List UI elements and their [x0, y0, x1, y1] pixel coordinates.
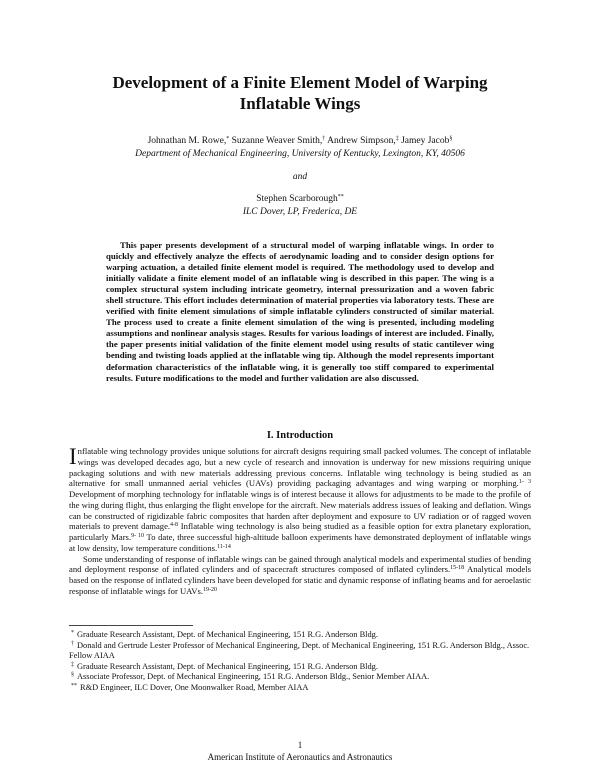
intro-paragraph-1 [69, 446, 531, 554]
affiliation-2: ILC Dover, LP, Frederica, DE [242, 207, 358, 217]
footnote-mark: ** [71, 682, 77, 689]
footnote-text: R&D Engineer, ILC Dover, One Moonwalker Road, Member AIAA [80, 682, 309, 692]
abstract: This paper presents development of a structural model of warping inflatable wings. In order to quickly and effectively analyze the effects of aerodynamic loading and to consider design options for warping actuation, a detailed finite element model is required. The methodology used to develop and initially validate a finite element model of an inflatable wing is described in this paper. The wing is a complex structural system including intricate geometry, internal pressurization and a woven fabric shell structure. This effort includes determination of material properties via laboratory tests. These are verified with finite element simulations of simple inflatable cylinders constructed of similar material. The process used to create a finite element simulation of the wing is presented, including modeling assumptions and nonlinear analysis stages. Results for various loadings of interest are included. Finally, the paper presents initial validation of the finite element model using results of static cantilever wing bending and twisting loads applied at the inflatable wing tip. Although the model represents important deformation characteristics of the inflatable wing, it is generally too stiff compared to experimental results. Future modifications to the model and further validation are also discussed. [106, 240, 494, 383]
footnote [69, 630, 531, 641]
p1-text-b: Development of morphing technology for inflatable wings is of interest because it allows for adjustments to be made to the profile of the wing during flight, thus enlarging the flight envelope for the aircraft. New materials address issues of leaking and deflation. Wings can be constructed of rigidizable fabric composites that harden after deployment and exposure to UV radiation or of ragged woven materials to prevent damage. [69, 489, 531, 532]
author-1-mark: * [226, 136, 230, 142]
citation: 4-8 [170, 522, 179, 529]
citation: 19-20 [202, 586, 217, 593]
author-3-mark: ‡ [395, 136, 399, 142]
p2-text-a: Some understanding of response of inflatable wings can be gained through analytical models and experimental studies of bending and deployment response of inflated cylinders and of spacecraft structures composed of inflated cylinders. [69, 553, 531, 575]
citation: 11-14 [217, 543, 231, 550]
footnote-mark: * [71, 630, 74, 636]
footnote [69, 662, 531, 673]
author-4-mark: § [449, 136, 453, 142]
p2-text-b: Analytical models based on the response of inflated cylinders have been developed for static and dynamic response of inflating beams and for aeroelastic response of inflatable wings for UAVs. [69, 564, 531, 596]
section-heading-introduction: I. Introduction [266, 430, 334, 441]
footnote-text: Donald and Gertrude Lester Professor of Mechanical Engineering, Dept. of Mechanical Engineering, 151 R.G. Anderson Bldg., Assoc. Fellow AIAA [69, 640, 530, 661]
footnote-mark: § [71, 672, 74, 679]
footnote-rule [69, 625, 193, 626]
footnotes [69, 630, 531, 694]
author-5-name: Stephen Scarborough [256, 194, 338, 204]
author-5-mark: ** [337, 194, 344, 200]
page-number: 1 [297, 740, 303, 750]
title-line-2: Inflatable Wings [239, 94, 361, 113]
author-2-mark: † [322, 136, 326, 142]
footnote-mark: ‡ [71, 661, 74, 668]
author-2: Suzanne Weaver Smith, [231, 136, 323, 146]
p1-text-a: nflatable wing technology provides unique solutions for aircraft designs requiring small packed volumes. The concept of inflatable wings was developed decades ago, but a new cycle of research and innovation is underway for new missions requiring unique packaging solutions and with new materials addressing previous concerns. Inflatable wing technology is being studied as an alternative for small unmanned aerial vehicles (UAVs) providing packaging advantages and wing warping or morphing. [69, 446, 531, 489]
author-list [60, 135, 540, 148]
affiliation: Department of Mechanical Engineering, University of Kentucky, Lexington, KY, 40506 [135, 149, 465, 159]
p1-text-c: Inflatable wing technology is also being studied as a feasible option for extra planetary exploration, particularly Mars. [69, 521, 532, 542]
author-3: Andrew Simpson, [327, 136, 396, 146]
citation: 9- 10 [131, 533, 145, 539]
intro-paragraph-2 [69, 554, 531, 597]
footnote-text: Graduate Research Assistant, Dept. of Mechanical Engineering, 151 R.G. Anderson Bldg. [77, 661, 378, 671]
title-line-1: Development of a Finite Element Model of Warping [112, 73, 488, 92]
page-footer: American Institute of Aeronautics and Astronautics [207, 752, 393, 762]
footnote [69, 641, 531, 662]
author-1: Johnathan M. Rowe, [147, 136, 227, 146]
introduction-body [69, 446, 531, 597]
drop-cap: I [69, 444, 77, 469]
footnote [69, 683, 531, 694]
author-separator: and [292, 172, 308, 182]
paper-title [60, 72, 540, 114]
author-5 [60, 194, 540, 204]
citation: 15-18 [450, 565, 465, 572]
p1-text-d: To date, three successful high-altitude balloon experiments have demonstrated deployment of inflatable wings at low density, low temperature conditions. [69, 532, 531, 553]
author-4: Jamey Jacob [401, 136, 450, 146]
footnote-text: Graduate Research Assistant, Dept. of Mechanical Engineering, 151 R.G. Anderson Bldg. [77, 630, 378, 639]
footnote-text: Associate Professor, Dept. of Mechanical Engineering, 151 R.G. Anderson Bldg., Senior Member AIAA. [77, 672, 430, 682]
footnote [69, 672, 531, 683]
citation: 1- 3 [518, 479, 532, 486]
footnote-mark: † [71, 640, 74, 647]
